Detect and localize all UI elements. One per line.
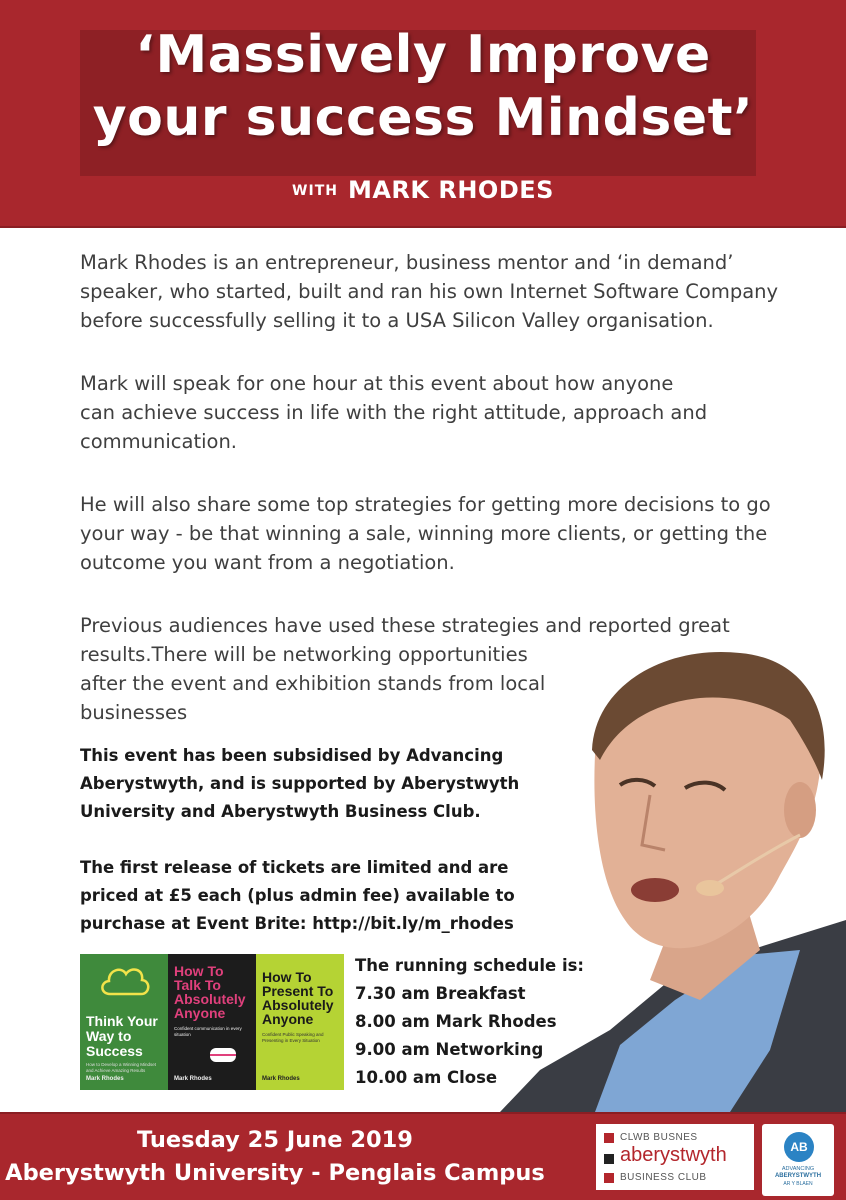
header-banner bbox=[0, 0, 846, 228]
mouth-shape bbox=[631, 878, 679, 902]
ear-shape bbox=[784, 782, 816, 838]
speaker-name: MARK RHODES bbox=[347, 176, 554, 204]
book-covers bbox=[80, 954, 344, 1090]
advancing-aberystwyth-logo: AB ADVANCING ABERYSTWYTH AR Y BLAEN bbox=[762, 1124, 834, 1196]
intro-paragraph: Mark Rhodes is an entrepreneur, business mentor and ‘in demand’ speaker, who started, built and ran his own Internet Software Company before successfully selling it to a USA Silicon Valley organisation. bbox=[80, 251, 779, 332]
with-label: WITH bbox=[292, 183, 338, 199]
schedule-heading: The running schedule is: bbox=[355, 956, 585, 975]
event-title bbox=[0, 24, 846, 150]
ticket-info: The first release of tickets are limited and are priced at £5 each (plus admin fee) available to purchase at Event Brite: http://bit.ly/m_rhodes bbox=[80, 854, 515, 938]
schedule-item: 8.00 am Mark Rhodes bbox=[355, 1012, 557, 1031]
speaker-line bbox=[0, 176, 846, 204]
running-schedule bbox=[355, 952, 584, 1092]
schedule-item: 9.00 am Networking bbox=[355, 1040, 544, 1059]
event-details bbox=[0, 1124, 550, 1190]
subsidy-notice: This event has been subsidised by Advancing Aberystwyth, and is supported by Aberystwyth University and Aberystwyth Business Club. bbox=[80, 746, 520, 821]
schedule-item: 7.30 am Breakfast bbox=[355, 984, 526, 1003]
teeth-icon bbox=[208, 1044, 238, 1066]
schedule-item: 10.00 am Close bbox=[355, 1068, 498, 1087]
title-line-1: ‘Massively Improve bbox=[135, 25, 711, 85]
title-line-2: your success Mindset’ bbox=[92, 88, 754, 148]
footer-banner bbox=[0, 1112, 846, 1200]
book-think-your-way: Think Your Way to Success How to Develop a Winning Mindset and Achieve Amazing Results Mark Rhodes bbox=[80, 954, 168, 1090]
book-present-to-anyone: How To Present To Absolutely Anyone Confident Public Speaking and Presenting in Every Situation Mark Rhodes bbox=[256, 954, 344, 1090]
cloud-icon bbox=[98, 962, 152, 1002]
talk-paragraph: Mark will speak for one hour at this event about how anyone can achieve success in life with the right attitude, approach and communication. bbox=[80, 372, 708, 453]
strategies-paragraph: He will also share some top strategies for getting more decisions to go your way - be that winning a sale, winning more clients, or getting the outcome you want from a negotiation. bbox=[80, 493, 771, 574]
event-date: Tuesday 25 June 2019 bbox=[137, 1127, 413, 1153]
networking-paragraph: Previous audiences have used these strategies and reported great results.There will be networking opportunities after the event and exhibition stands from local businesses bbox=[80, 614, 730, 724]
book-talk-to-anyone: How To Talk To Absolutely Anyone Confident communication in every situation Mark Rhodes bbox=[168, 954, 256, 1090]
business-club-logo: CLWB BUSNES aberystwyth BUSINESS CLUB bbox=[596, 1124, 754, 1190]
event-venue: Aberystwyth University - Penglais Campus bbox=[5, 1160, 545, 1186]
ticket-link[interactable]: purchase at Event Brite: http://bit.ly/m_rhodes bbox=[80, 914, 514, 933]
